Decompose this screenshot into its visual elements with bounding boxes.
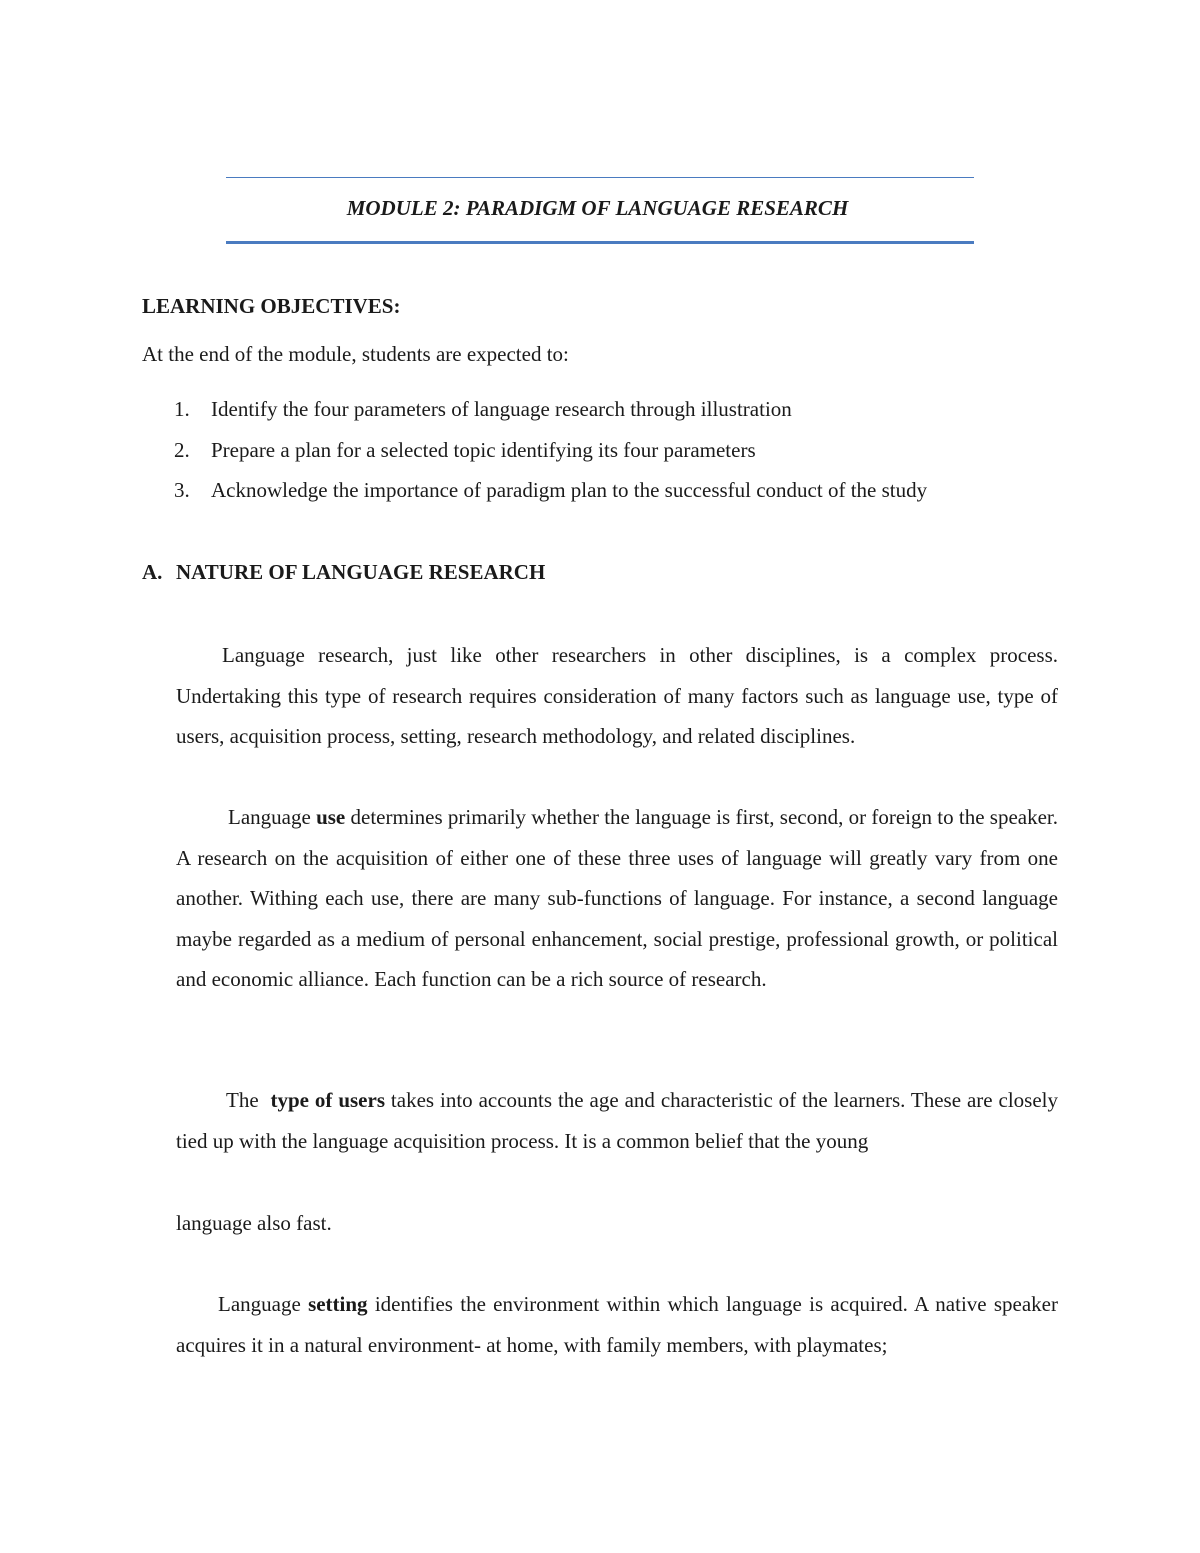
objective-text: Prepare a plan for a selected topic identifying its four parameters [211,437,756,462]
objectives-intro: At the end of the module, students are expected to: [142,342,569,366]
title-top-rule [226,177,974,178]
section-a-heading [142,560,545,585]
paragraph-lead: The [226,1088,271,1112]
objective-number: 3. [174,478,190,502]
paragraph-language-use [176,797,1058,1000]
paragraph-lead: Language [228,805,317,829]
paragraph-type-of-users-tail: language also fast. [176,1211,332,1235]
paragraph-lead: Language [218,1292,309,1316]
paragraph-body: takes into accounts the age and characteristic of the learners. These are closely tied up with the language acquisition process. It is a common belief that the young [176,1088,1059,1153]
paragraph-body: identifies the environment within which language is acquired. A native speaker acquires it in a natural environment- at home, with family members, with playmates; [176,1292,1058,1357]
paragraph-type-of-users [176,1080,1058,1161]
term-use: use [316,805,346,829]
module-title: MODULE 2: PARADIGM OF LANGUAGE RESEARCH [346,196,849,220]
title-bottom-rule [226,241,974,244]
term-setting: setting [308,1292,368,1316]
section-a-letter: A. [142,560,163,584]
section-a-title: NATURE OF LANGUAGE RESEARCH [176,560,546,584]
paragraph-body: determines primarily whether the language is first, second, or foreign to the speaker. A research on the acquisition of either one of these three uses of language will greatly vary from one another. Withing each use, there are many sub-functions of language. For instance, a second language maybe regarded as a medium of personal enhancement, social prestige, professional growth, or political and economic alliance. Each function can be a rich source of research. [176,805,1059,991]
paragraph-language-setting [176,1284,1058,1365]
objective-text: Acknowledge the importance of paradigm plan to the successful conduct of the study [211,478,928,502]
learning-objectives-heading: LEARNING OBJECTIVES: [142,294,401,318]
objective-number: 1. [174,397,190,421]
objective-number: 2. [174,437,190,462]
objective-text: Identify the four parameters of language research through illustration [211,397,792,421]
paragraph-nature: Language research, just like other researchers in other disciplines, is a complex process. Undertaking this type of research requires consideration of many factors such as language use, type of users, acquisition process, setting, research methodology, and related disciplines. [176,643,1058,748]
term-type-of-users: type of users [270,1088,385,1112]
